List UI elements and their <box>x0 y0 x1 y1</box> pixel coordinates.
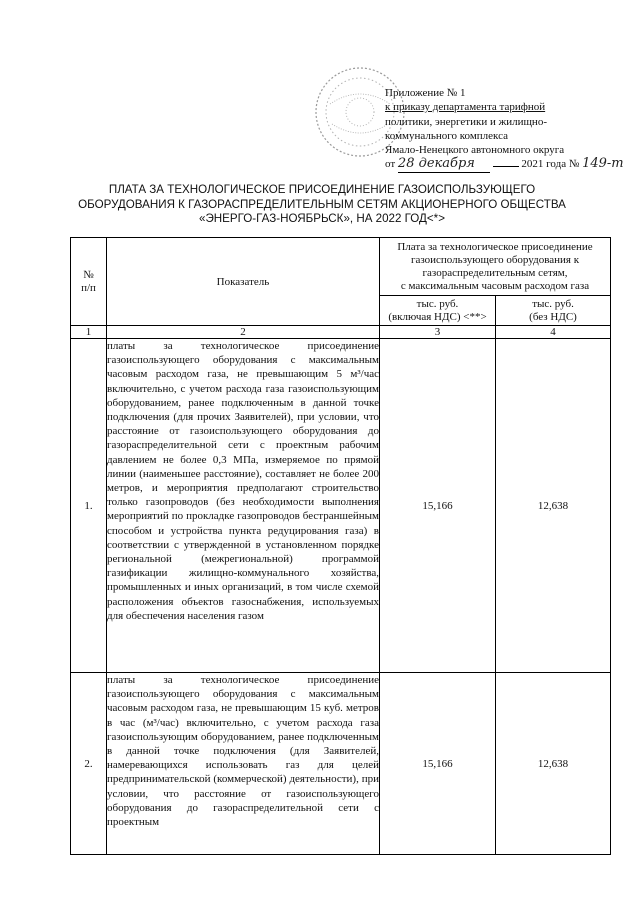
column-number-3: 3 <box>380 326 496 339</box>
column-number-1: 1 <box>71 326 107 339</box>
header-fee-group: Плата за технологическое присоединение газоиспользующего оборудования к газораспределительным сетям, с максимальным часовым расходом газа <box>380 238 611 296</box>
table-row <box>71 673 611 855</box>
row-value-with-vat: 15,166 <box>380 339 496 673</box>
row-value-without-vat: 12,638 <box>496 339 611 673</box>
table-row <box>71 339 611 673</box>
appendix-line-5: Ямало-Ненецкого автономного округа <box>385 144 565 157</box>
appendix-line-1: Приложение № 1 <box>385 87 466 99</box>
appendix-block <box>385 86 625 173</box>
header-with-vat: тыс. руб. (включая НДС) <**> <box>380 296 496 326</box>
row-value-without-vat: 12,638 <box>496 673 611 855</box>
year-text: 2021 года № <box>521 158 580 171</box>
handwritten-order-number: 149-т <box>582 156 624 172</box>
title-line-2: ОБОРУДОВАНИЯ К ГАЗОРАСПРЕДЕЛИТЕЛЬНЫМ СЕТЯМ АКЦИОНЕРНОГО ОБЩЕСТВА <box>78 197 566 211</box>
tariff-table <box>70 237 611 855</box>
title-line-3: «ЭНЕРГО-ГАЗ-НОЯБРЬСК», НА 2022 ГОД<*> <box>199 212 445 225</box>
column-number-2: 2 <box>107 326 380 339</box>
column-number-4: 4 <box>496 326 611 339</box>
appendix-date-line <box>385 157 625 172</box>
date-prefix: от <box>385 158 396 171</box>
appendix-line-2: к приказу департамента тарифной <box>385 101 546 114</box>
handwritten-date: 28 декабря <box>398 157 490 172</box>
row-description: платы за технологическое присоединение газоиспользующего оборудования с максимальным часовым расходом газа, не превышающим 15 куб. метров в час (м³/час) включительно, с учетом расхода газа газоиспользующим оборудованием, ранее подключенным в данной точке подключения (для Заявителей, намеревающихся использовать газ для целей предпринимательской (коммерческой) деятельности), при условии, что расстояние от газоиспользующего оборудования до газораспределительной сети с проектным <box>107 673 380 855</box>
header-without-vat: тыс. руб. (без НДС) <box>496 296 611 326</box>
header-number: № п/п <box>71 238 107 326</box>
appendix-line-3: политики, энергетики и жилищно- <box>385 115 547 128</box>
row-description: платы за технологическое присоединение газоиспользующего оборудования с максимальным часовым расходом газа, не превышающим 5 м³/час включительно, с учетом расхода газа газоиспользующим оборудованием, ранее подключенным в данной точке подключения (для прочих Заявителей), при условии, что расстояние от газоиспользующего оборудования до газораспределительной сети с проектным рабочим давлением не более 0,3 МПа, измеряемое по прямой линии (наименьшее расстояние), составляет не более 200 метров, и мероприятия предполагают строительство только газопроводов (без необходимости выполнения мероприятий по прокладке газопроводов бестраншейным способом и устройства пункта редуцирования газа) в соответствии с утвержденной в установленном порядке региональной (межрегиональной) программой газификации жилищно-коммунального хозяйства, промышленных и иных организаций, в том числе схемой расположения объектов газоснабжения, используемых для обеспечения населения газом <box>107 339 380 673</box>
document-title <box>48 183 596 227</box>
appendix-line-4: коммунального комплекса <box>385 129 509 142</box>
title-line-1: ПЛАТА ЗА ТЕХНОЛОГИЧЕСКОЕ ПРИСОЕДИНЕНИЕ ГАЗОИСПОЛЬЗУЮЩЕГО <box>108 183 536 196</box>
row-number: 2. <box>71 673 107 855</box>
date-underline <box>493 166 519 167</box>
row-value-with-vat: 15,166 <box>380 673 496 855</box>
row-number: 1. <box>71 339 107 673</box>
header-indicator: Показатель <box>107 238 380 326</box>
